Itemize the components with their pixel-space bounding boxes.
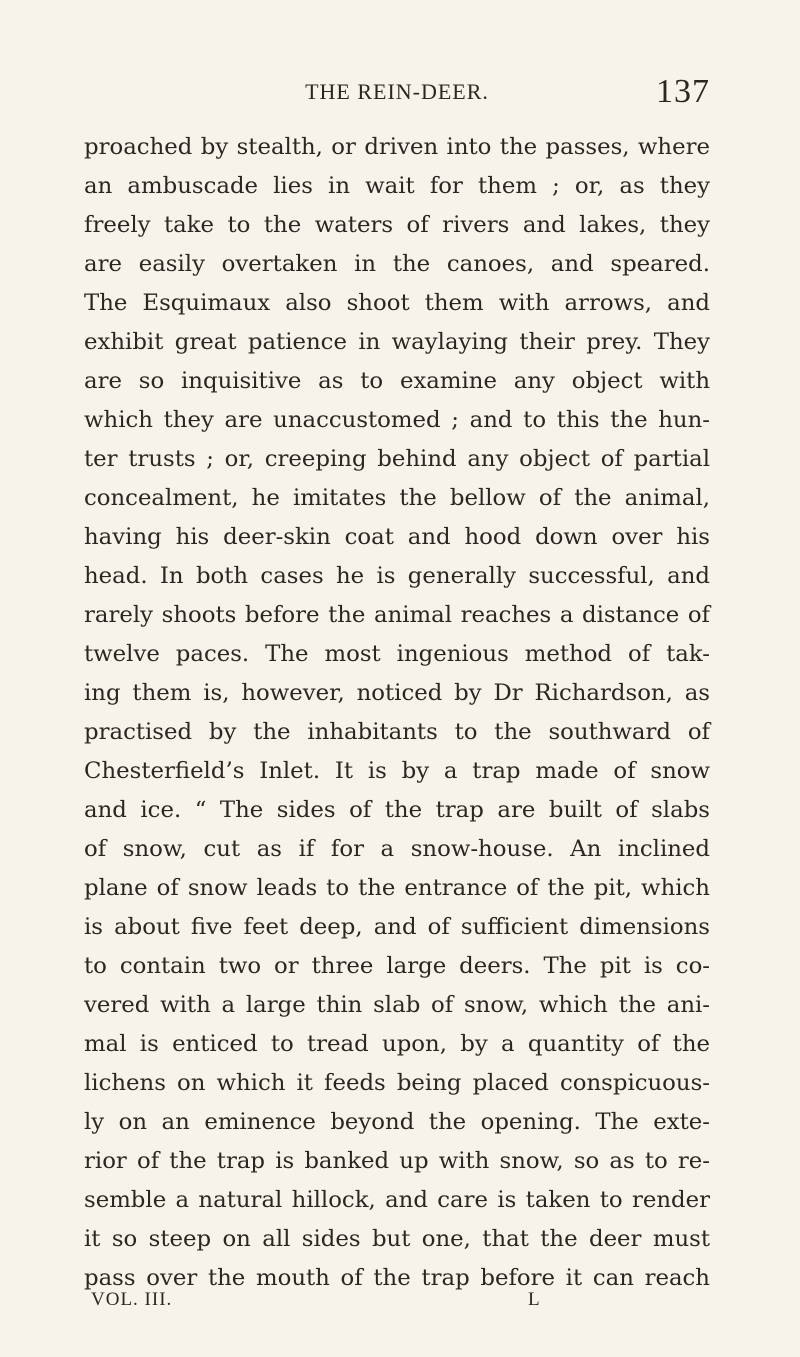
text-line: practised by the inhabitants to the southward of bbox=[84, 719, 710, 745]
text-line: vered with a large thin slab of snow, which the ani- bbox=[84, 992, 710, 1018]
page-footer bbox=[91, 1284, 561, 1316]
text-line: concealment, he imitates the bellow of the animal, bbox=[84, 485, 710, 511]
signature-mark: L bbox=[528, 1289, 541, 1310]
text-line: exhibit great patience in waylaying their prey. They bbox=[84, 329, 710, 355]
text-line: ter trusts ; or, creeping behind any object of partial bbox=[84, 446, 710, 472]
text-line: lichens on which it feeds being placed conspicuous- bbox=[84, 1070, 710, 1096]
text-line: of snow, cut as if for a snow-house. An inclined bbox=[84, 836, 710, 862]
text-line: proached by stealth, or driven into the passes, where bbox=[84, 134, 710, 160]
running-head bbox=[84, 72, 710, 112]
text-line: The Esquimaux also shoot them with arrows, and bbox=[84, 290, 710, 316]
running-title: THE REIN-DEER. bbox=[305, 79, 489, 104]
text-line: head. In both cases he is generally successful, and bbox=[84, 563, 710, 589]
text-line: ing them is, however, noticed by Dr Richardson, as bbox=[84, 680, 710, 706]
text-line: and ice. “ The sides of the trap are built of slabs bbox=[84, 797, 710, 823]
body-text bbox=[84, 128, 710, 1298]
text-line: are easily overtaken in the canoes, and speared. bbox=[84, 251, 710, 277]
text-line: ly on an eminence beyond the opening. The exte- bbox=[84, 1109, 710, 1135]
text-line: which they are unaccustomed ; and to this the hun- bbox=[84, 407, 710, 433]
text-line: semble a natural hillock, and care is taken to render bbox=[84, 1187, 710, 1213]
text-line: rior of the trap is banked up with snow, so as to re- bbox=[84, 1148, 710, 1174]
text-line: Chesterfield’s Inlet. It is by a trap made of snow bbox=[84, 758, 710, 784]
text-line: pass over the mouth of the trap before it can reach bbox=[84, 1265, 710, 1291]
text-line: an ambuscade lies in wait for them ; or, as they bbox=[84, 173, 710, 199]
volume-label: VOL. III. bbox=[91, 1289, 173, 1310]
text-line: twelve paces. The most ingenious method of tak- bbox=[84, 641, 710, 667]
text-line: having his deer-skin coat and hood down over his bbox=[84, 524, 710, 550]
text-line: it so steep on all sides but one, that the deer must bbox=[84, 1226, 710, 1252]
text-line: to contain two or three large deers. The pit is co- bbox=[84, 953, 710, 979]
text-line: is about five feet deep, and of sufficient dimensions bbox=[84, 914, 710, 940]
text-line: plane of snow leads to the entrance of the pit, which bbox=[84, 875, 710, 901]
text-line: freely take to the waters of rivers and lakes, they bbox=[84, 212, 710, 238]
page-number: 137 bbox=[656, 73, 710, 110]
text-line: rarely shoots before the animal reaches a distance of bbox=[84, 602, 710, 628]
text-line: mal is enticed to tread upon, by a quantity of the bbox=[84, 1031, 710, 1057]
text-line: are so inquisitive as to examine any object with bbox=[84, 368, 710, 394]
